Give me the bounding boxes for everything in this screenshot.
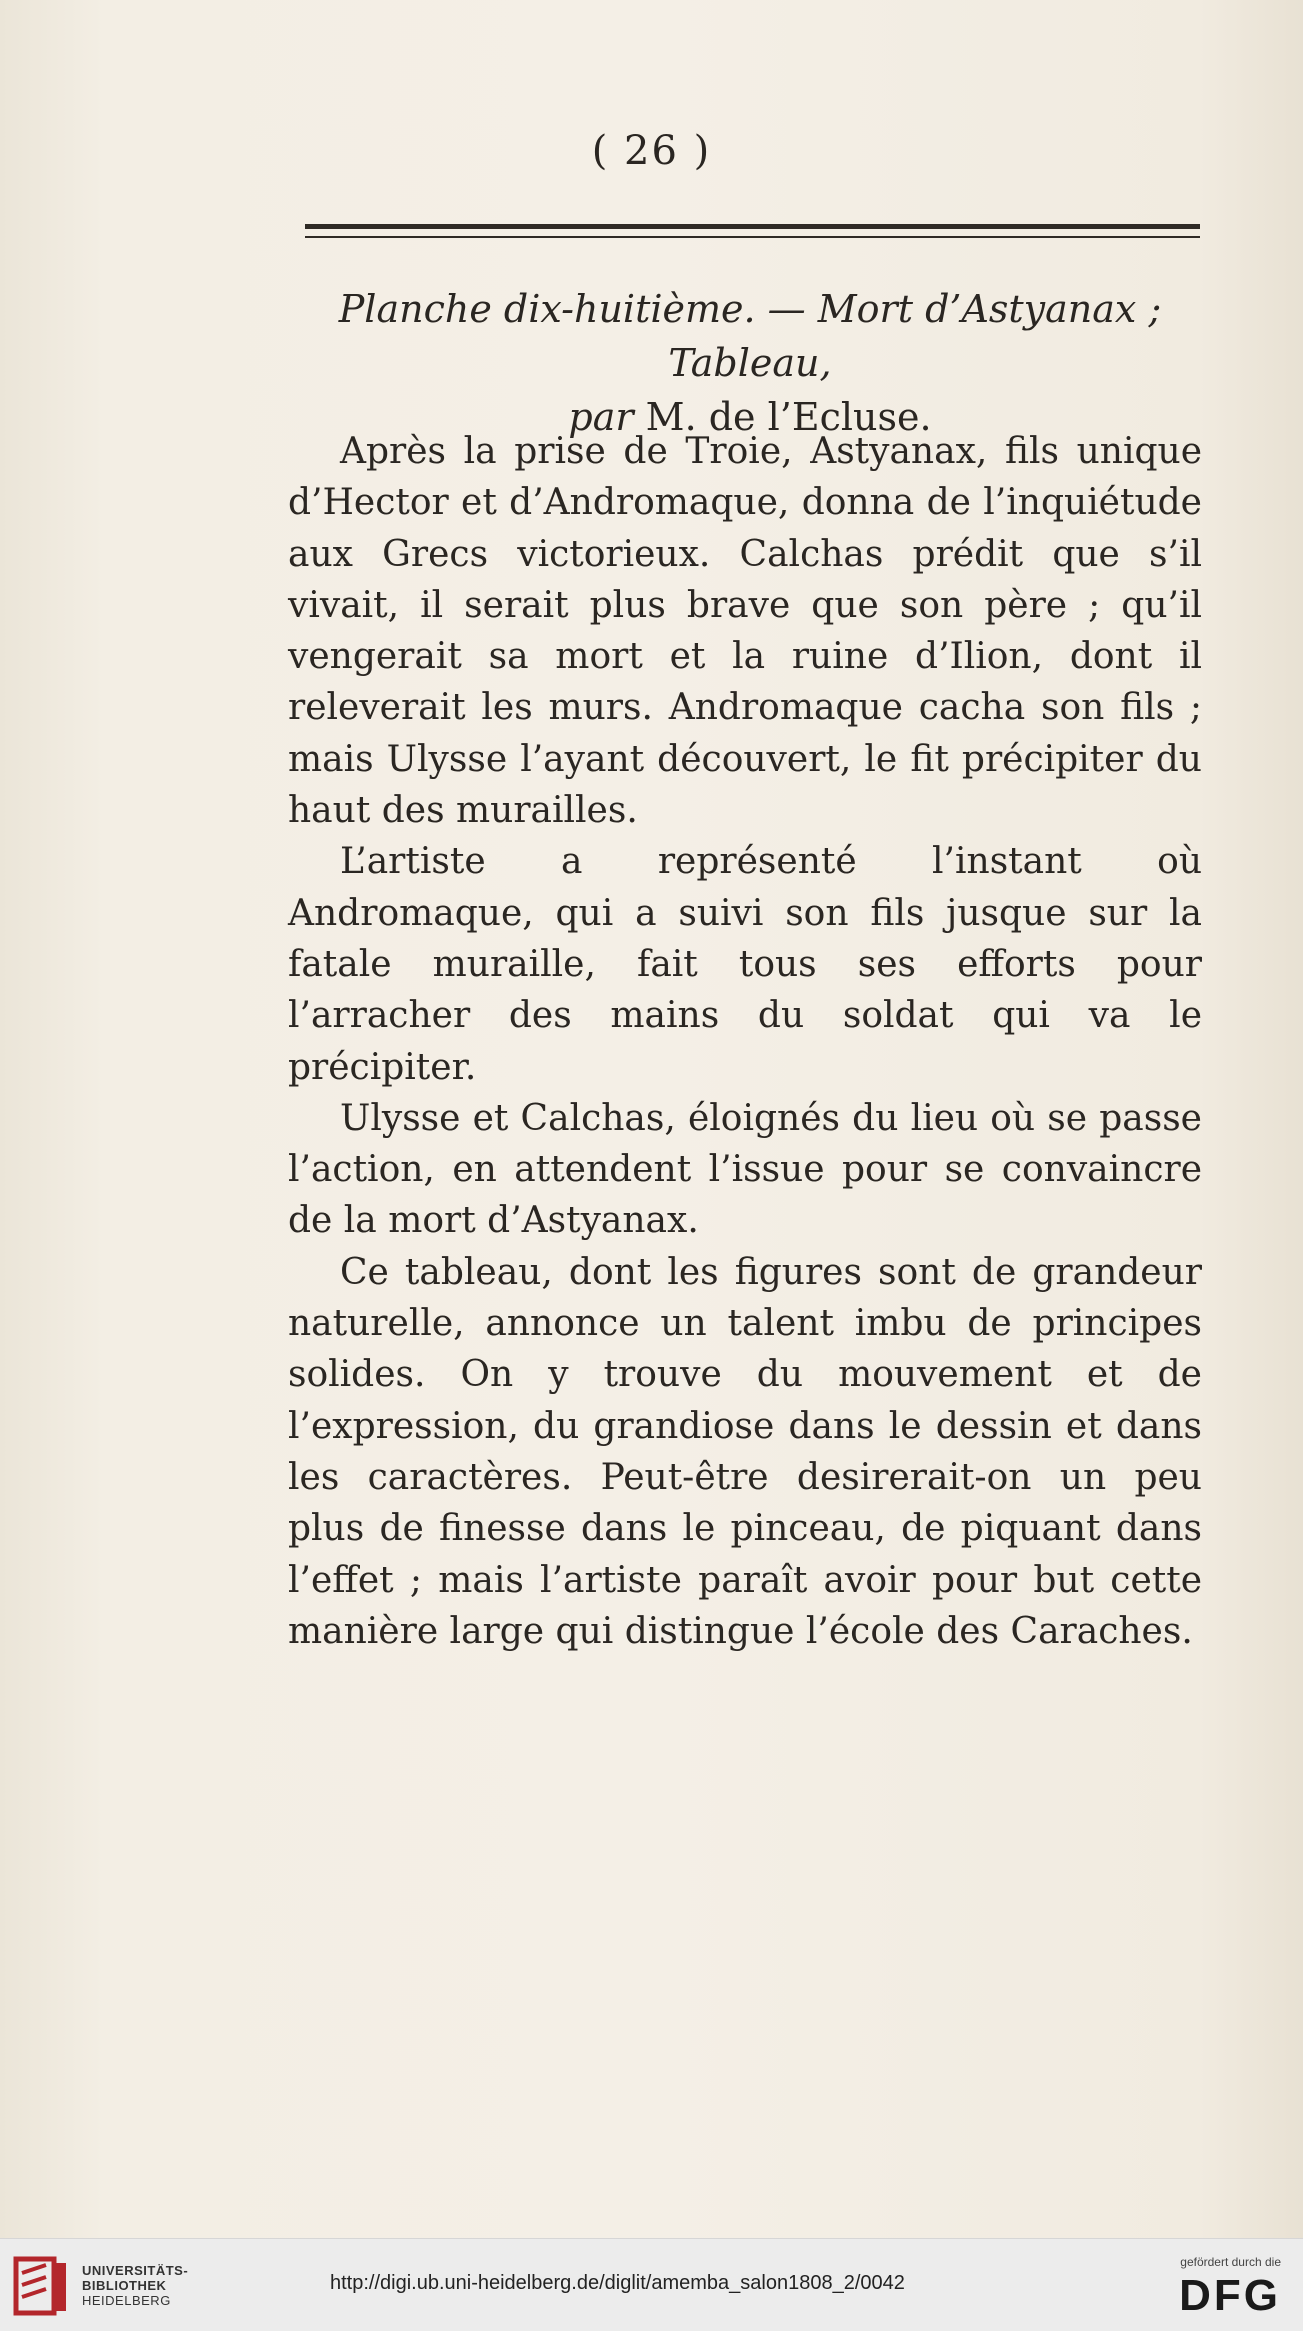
- permalink-url[interactable]: http://digi.ub.uni-heidelberg.de/diglit/amemba_salon1808_2/0042: [330, 2272, 905, 2294]
- viewer-footer: [0, 2238, 1303, 2331]
- title-line-1: Planche dix-huitième. — Mort d’Astyanax ; Tableau,: [338, 287, 1162, 385]
- page-number: ( 26 ): [591, 128, 712, 174]
- paragraph: Après la prise de Troie, Astyanax, fils unique d’Hector et d’Andromaque, donna de l’inquiétude aux Grecs victorieux. Calchas prédit que s’il vivait, il serait plus brave que son père ; qu’il vengerait sa mort et la ruine d’Ilion, dont il releverait les murs. Andromaque cacha son fils ; mais Ulysse l’ayant découvert, le fit précipiter du haut des murailles.: [288, 431, 1202, 832]
- header-rule-thin: [305, 236, 1200, 238]
- funding-label: gefördert durch die: [1180, 2255, 1281, 2269]
- paragraph: Ce tableau, dont les figures sont de grandeur naturelle, annonce un talent imbu de principes solides. On y trouve du mouvement et de l’expression, du grandiose dans le dessin et dans les caractères. Peut-être desirerait-on un peu plus de finesse dans le pinceau, de piquant dans l’effet ; mais l’artiste paraît avoir pour but cette manière large qui distingue l’école des Caraches.: [288, 1251, 1202, 1652]
- title-line-2: par M. de l’Ecluse.: [568, 395, 932, 439]
- header-rule-thick: [305, 224, 1200, 229]
- dfg-logo[interactable]: DFG: [1179, 2271, 1281, 2320]
- section-title: [285, 282, 1215, 444]
- library-logo-icon[interactable]: [12, 2253, 72, 2319]
- paragraph: L’artiste a représenté l’instant où Andromaque, qui a suivi son fils jusque sur la fatale muraille, fait tous ses efforts pour l’arracher des mains du soldat qui va le précipiter.: [288, 841, 1202, 1088]
- body-text: [288, 426, 1202, 1657]
- paragraph: Ulysse et Calchas, éloignés du lieu où se passe l’action, en attendent l’issue pour se convaincre de la mort d’Astyanax.: [288, 1097, 1202, 1242]
- library-name: UNIVERSITÄTS- BIBLIOTHEK HEIDELBERG: [82, 2263, 189, 2308]
